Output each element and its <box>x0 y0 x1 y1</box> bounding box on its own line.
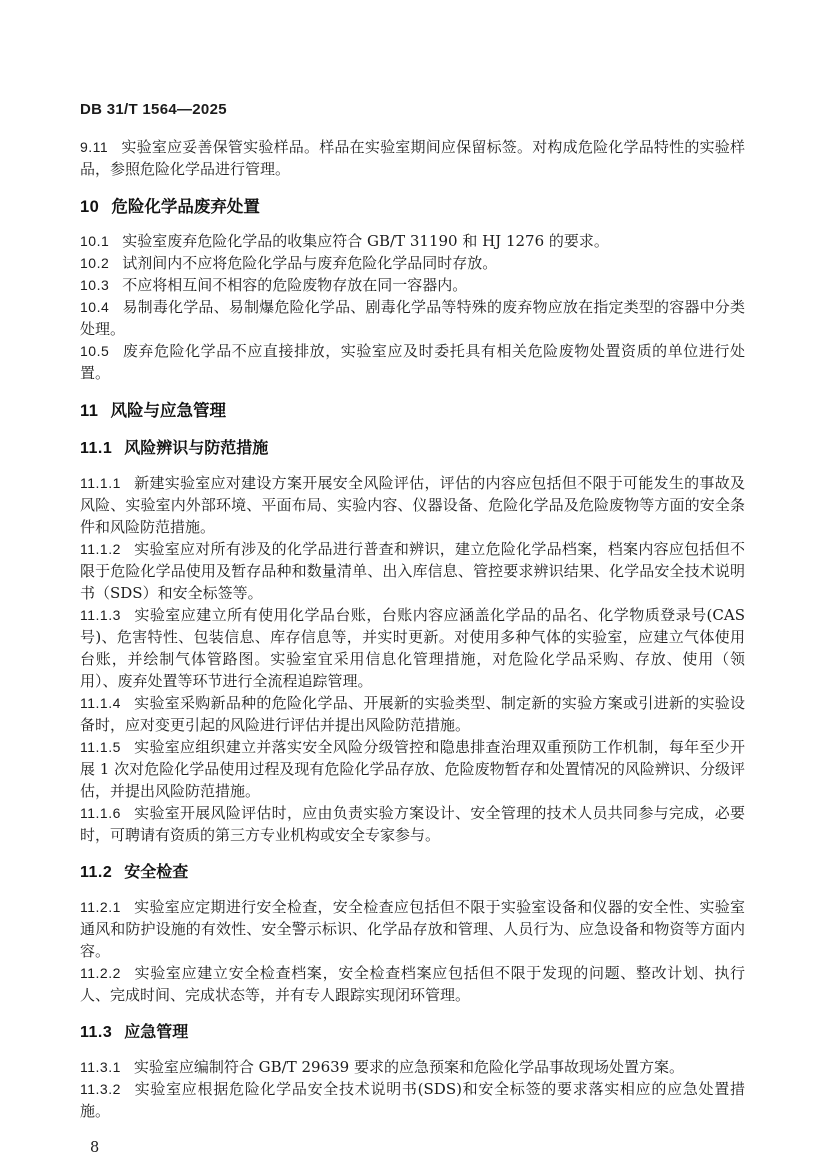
clause-10.1 <box>80 230 745 252</box>
heading-number: 11.3 <box>80 1024 113 1041</box>
clause-text: 实验室废弃危险化学品的收集应符合 GB/T 31190 和 HJ 1276 的要求。 <box>122 232 609 250</box>
clause-number: 11.1.6 <box>80 805 121 821</box>
heading-number: 10 <box>80 198 100 216</box>
clause-number: 11.2.2 <box>80 965 121 981</box>
clause-11.1.6 <box>80 802 745 846</box>
clause-text: 不应将相互间不相容的危险废物存放在同一容器内。 <box>122 276 468 294</box>
clause-text: 新建实验室应对建设方案开展安全风险评估，评估的内容应包括但不限于可能发生的事故及风险、实验室内外部环境、平面布局、实验内容、仪器设备、危险化学品及危险废物等方面的安全条件和风险防范措施。 <box>80 474 745 536</box>
clause-number: 9.11 <box>80 139 109 155</box>
page-footer <box>80 1137 745 1156</box>
heading-number: 11.2 <box>80 864 113 881</box>
heading-text: 风险与应急管理 <box>110 402 226 420</box>
clause-number: 11.2.1 <box>80 899 121 915</box>
clause-9.11 <box>80 136 745 180</box>
clause-number: 10.4 <box>80 299 110 315</box>
clause-11.1.4 <box>80 692 745 736</box>
document-code-header: DB 31/T 1564—2025 <box>80 101 227 118</box>
clause-text: 实验室开展风险评估时，应由负责实验方案设计、安全管理的技术人员共同参与完成，必要时，可聘请有资质的第三方专业机构或安全专家参与。 <box>80 804 745 844</box>
clause-text: 实验室应定期进行安全检查，安全检查应包括但不限于实验室设备和仪器的安全性、实验室通风和防护设施的有效性、安全警示标识、化学品存放和管理、人员行为、应急设备和物资等方面内容。 <box>80 898 745 960</box>
heading-number: 11 <box>80 402 99 420</box>
clause-number: 11.1.1 <box>80 475 121 491</box>
clause-11.1.3 <box>80 604 745 692</box>
clause-number: 11.1.2 <box>80 541 121 557</box>
clause-number: 10.2 <box>80 255 110 271</box>
clause-text: 实验室应根据危险化学品安全技术说明书(SDS)和安全标签的要求落实相应的应急处置措施。 <box>80 1080 745 1120</box>
clause-10.3 <box>80 274 745 296</box>
clause-text: 实验室应编制符合 GB/T 29639 要求的应急预案和危险化学品事故现场处置方案。 <box>133 1058 684 1076</box>
clause-text: 实验室应对所有涉及的化学品进行普查和辨识，建立危险化学品档案，档案内容应包括但不限于危险化学品使用及暂存品种和数量清单、出入库信息、管控要求辨识结果、化学品安全技术说明书（SDS）和安全标签等。 <box>80 540 745 602</box>
clause-text: 实验室应建立安全检查档案，安全检查档案应包括但不限于发现的问题、整改计划、执行人、完成时间、完成状态等，并有专人跟踪实现闭环管理。 <box>80 964 745 1004</box>
heading-text: 应急管理 <box>124 1024 189 1041</box>
clause-number: 11.1.3 <box>80 607 121 623</box>
heading-text: 危险化学品废弃处置 <box>111 198 260 216</box>
clause-text: 实验室应组织建立并落实安全风险分级管控和隐患排查治理双重预防工作机制，每年至少开展 1 次对危险化学品使用过程及现有危险化学品存放、危险废物暂存和处置情况的风险辨识、分级评估，并提出风险防范措施。 <box>80 738 745 800</box>
page-number: 8 <box>90 1140 100 1156</box>
heading-text: 风险辨识与防范措施 <box>124 440 269 457</box>
heading-11.3 <box>80 1022 745 1044</box>
heading-text: 安全检查 <box>124 864 189 881</box>
clause-text: 试剂间内不应将危险化学品与废弃危险化学品同时存放。 <box>122 254 498 272</box>
clause-11.1.1 <box>80 472 745 538</box>
clause-number: 11.3.1 <box>80 1059 121 1075</box>
clause-number: 11.1.5 <box>80 739 121 755</box>
clause-11.1.5 <box>80 736 745 802</box>
heading-11.1 <box>80 438 745 460</box>
heading-10 <box>80 196 745 218</box>
clause-text: 易制毒化学品、易制爆危险化学品、剧毒化学品等特殊的废弃物应放在指定类型的容器中分类处理。 <box>80 298 745 338</box>
clause-number: 11.1.4 <box>80 695 121 711</box>
clause-number: 10.5 <box>80 343 110 359</box>
clause-11.2.1 <box>80 896 745 962</box>
clause-11.2.2 <box>80 962 745 1006</box>
clause-10.5 <box>80 340 745 384</box>
heading-number: 11.1 <box>80 440 113 457</box>
clause-number: 10.1 <box>80 233 110 249</box>
clause-text: 实验室应妥善保管实验样品。样品在实验室期间应保留标签。对构成危险化学品特性的实验样品，参照危险化学品进行管理。 <box>80 138 745 178</box>
clause-11.3.2 <box>80 1078 745 1122</box>
heading-11.2 <box>80 862 745 884</box>
clause-text: 实验室采购新品种的危险化学品、开展新的实验类型、制定新的实验方案或引进新的实验设备时，应对变更引起的风险进行评估并提出风险防范措施。 <box>80 694 745 734</box>
clause-10.2 <box>80 252 745 274</box>
clause-text: 实验室应建立所有使用化学品台账，台账内容应涵盖化学品的品名、化学物质登录号(CAS 号)、危害特性、包装信息、库存信息等，并实时更新。对使用多种气体的实验室，应建立气体使用台账，并绘制气体管路图。实验室宜采用信息化管理措施，对危险化学品采购、存放、使用（领用）、废弃处置等环节进行全流程追踪管理。 <box>80 606 745 690</box>
clause-10.4 <box>80 296 745 340</box>
heading-11 <box>80 400 745 422</box>
clause-11.1.2 <box>80 538 745 604</box>
clause-text: 废弃危险化学品不应直接排放，实验室应及时委托具有相关危险废物处置资质的单位进行处置。 <box>80 342 745 382</box>
clause-11.3.1 <box>80 1056 745 1078</box>
document-body <box>80 136 745 1122</box>
clause-number: 10.3 <box>80 277 110 293</box>
clause-number: 11.3.2 <box>80 1081 121 1097</box>
